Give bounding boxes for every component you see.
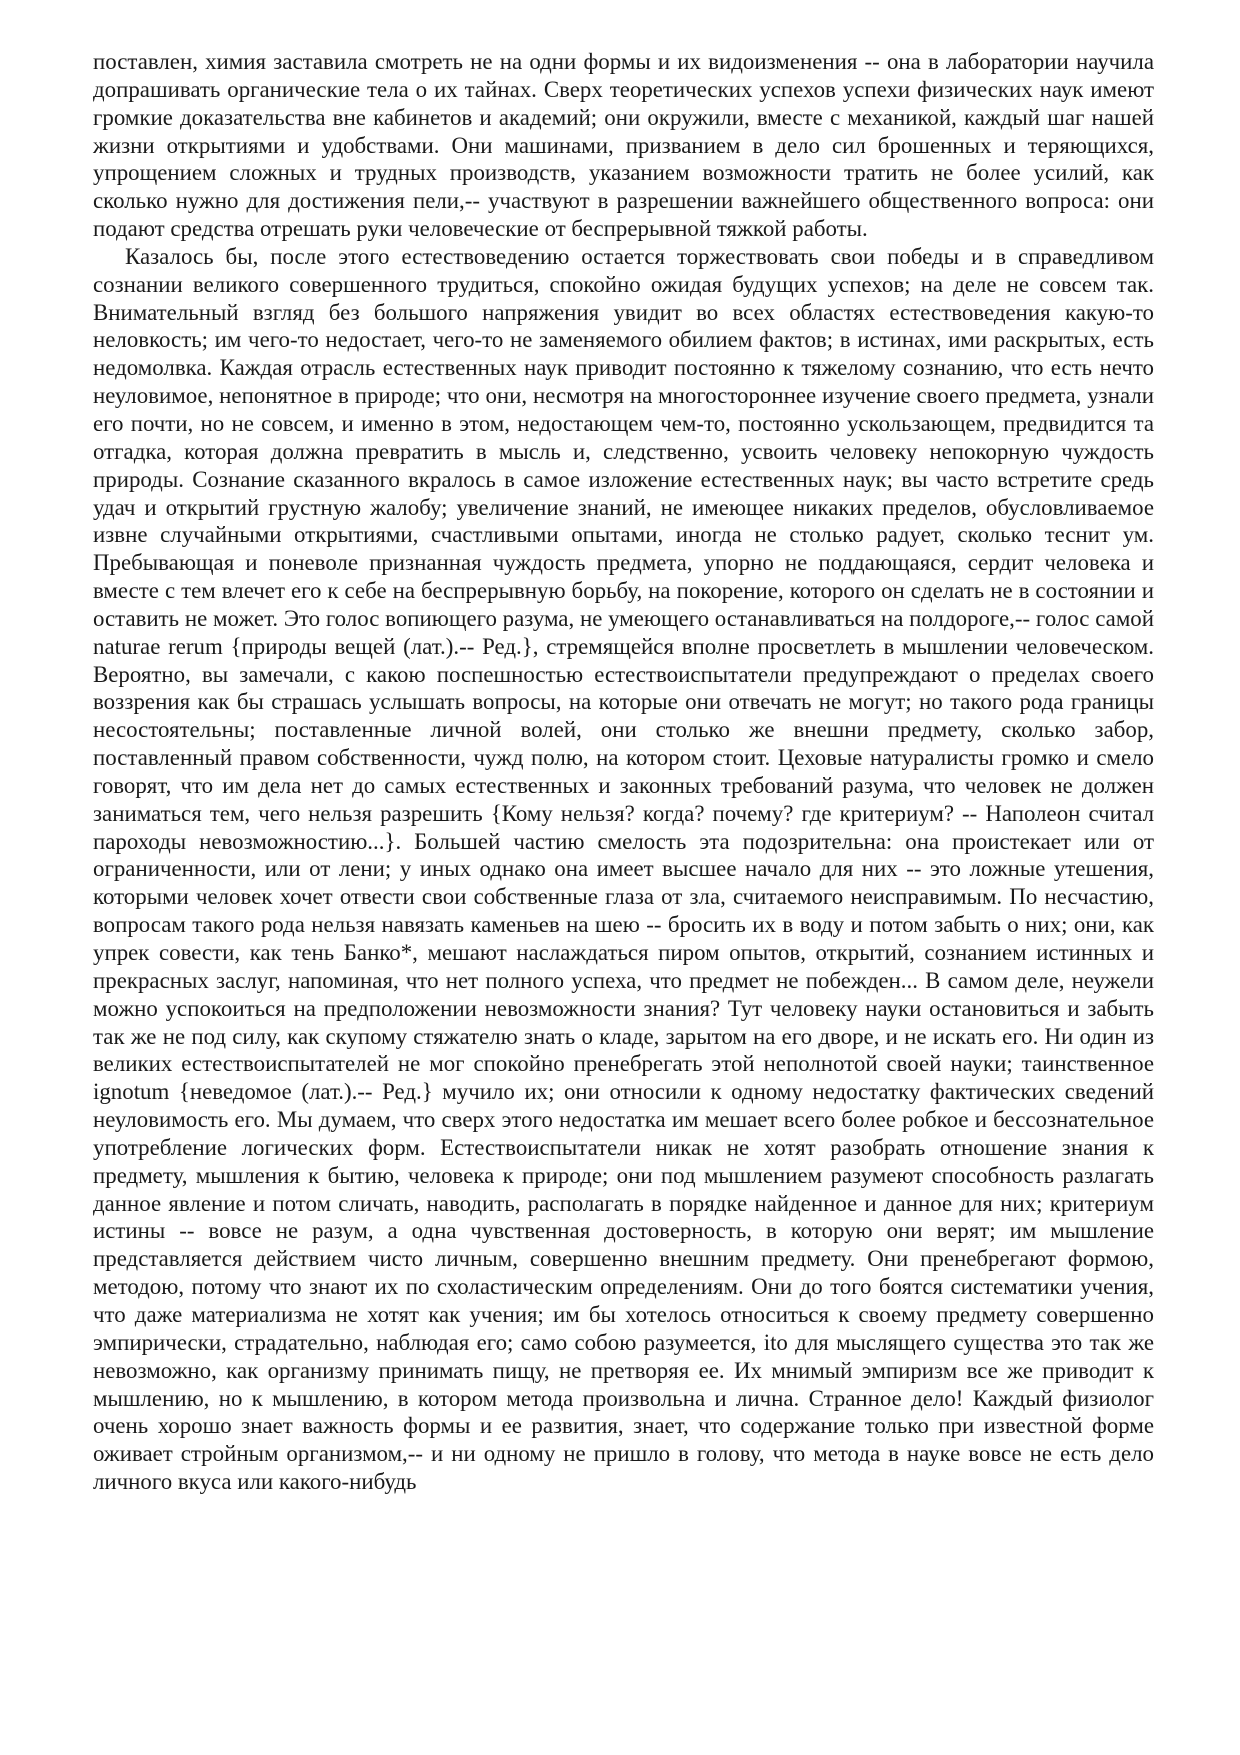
paragraph-main: Казалось бы, после этого естествоведению остается торжествовать свои победы и в справедливом сознании великого совершенного трудиться, спокойно ожидая будущих успехов; на деле не совсем так. Внимательный взгляд без большого напряжения увидит во всех областях естествоведения какую-то неловкость; им чего-то недостает, чего-то не заменяемого обилием фактов; в истинах, ими раскрытых, есть недомолвка. Каждая отрасль естественных наук приводит постоянно к тяжелому сознанию, что есть нечто неуловимое, непонятное в природе; что они, несмотря на многостороннее изучение своего предмета, узнали его почти, но не совсем, и именно в этом, недостающем чем-то, постоянно ускользающем, предвидится та отгадка, которая должна превратить в мысль и, следственно, усвоить человеку непокорную чуждость природы. Сознание сказанного вкралось в самое изложение естественных наук; вы часто встретите средь удач и открытий грустную жалобу; увеличение знаний, не имеющее никаких пределов, обусловливаемое извне случайными открытиями, счастливыми опытами, иногда не столько радует, сколько теснит ум. Пребывающая и поневоле признанная чуждость предмета, упорно не поддающаяся, сердит человека и вместе с тем влечет его к себе на беспрерывную борьбу, на покорение, которого он сделать не в состоянии и оставить не может. Это голос вопиющего разума, не умеющего останавливаться на полдороге,-- голос самой naturae rerum {природы вещей (лат.).-- Ред.}, стремящейся вполне просветлеть в мышлении человеческом. Вероятно, вы замечали, с какою поспешностью естествоиспытатели предупреждают о пределах своего воззрения как бы страшась услышать вопросы, на которые они отвечать не могут; но такого рода границы несостоятельны; поставленные личной волей, они столько же внешни предмету, сколько забор, поставленный правом собственности, чужд полю, на котором стоит. Цеховые натуралисты громко и смело говорят, что им дела нет до самых естественных и законных требований разума, что человек не должен заниматься тем, чего нельзя разрешить {Кому нельзя? когда? почему? где критериум? -- Наполеон считал пароходы невозможностию...}. Большей частию смелость эта подозрительна: она проистекает или от ограниченности, или от лени; у иных однако она имеет высшее начало для них -- это ложные утешения, которыми человек хочет отвести свои собственные глаза от зла, считаемого неисправимым. По несчастию, вопросам такого рода нельзя навязать каменьев на шею -- бросить их в воду и потом забыть о них; они, как упрек совести, как тень Банко*, мешают наслаждаться пиром опытов, открытий, сознанием истинных и прекрасных заслуг, напоминая, что нет полного успеха, что предмет не побежден... В самом деле, неужели можно успокоиться на предположении невозможности знания? Тут человеку науки остановиться и забыть так же не под силу, как скупому стяжателю знать о кладе, зарытом на его дворе, и не искать его. Ни один из великих естествоиспытателей не мог спокойно пренебрегать этой неполнотой своей науки; таинственное ignotum {неведомое (лат.).-- Ред.} мучило их; они относили к одному недостатку фактических сведений неуловимость его. Мы думаем, что сверх этого недостатка им мешает всего более робкое и бессознательное употребление логических форм. Естествоиспытатели никак не хотят разобрать отношение знания к предмету, мышления к бытию, человека к природе; они под мышлением разумеют способность разлагать данное явление и потом сличать, наводить, располагать в порядке найденное и данное для них; критериум истины -- вовсе не разум, а одна чувственная достоверность, в которую они верят; им мышление представляется действием чисто личным, совершенно внешним предмету. Они пренебрегают формою, методою, потому что знают их по схоластическим определениям. Они до того боятся систематики учения, что даже материализма не хотят как учения; им бы хотелось относиться к своему предмету совершенно эмпирически, страдательно, наблюдая его; само собою разумеется, ito для мыслящего существа это так же невозможно, как организму принимать пищу, не претворяя ее. Их мнимый эмпиризм все же приводит к мышлению, но к мышлению, в котором метода произвольна и лична. Странное дело! Каждый физиолог очень хорошо знает важность формы и ее развития, знает, что содержание только при известной форме оживает стройным организмом,-- и ни одному не пришло в голову, что метода в науке вовсе не есть дело личного вкуса или какого-нибудь xyxy=(93,243,1154,1495)
paragraph-continuation: поставлен, химия заставила смотреть не на одни формы и их видоизменения -- она в лаборатории научила допрашивать органические тела о их тайнах. Сверх теоретических успехов успехи физических наук имеют громкие доказательства вне кабинетов и академий; они окружили, вместе с механикой, каждый шаг нашей жизни открытиями и удобствами. Они машинами, призванием в дело сил брошенных и теряющихся, упрощением сложных и трудных производств, указанием возможности тратить не более усилий, как сколько нужно для достижения пели,-- участвуют в разрешении важнейшего общественного вопроса: они подают средства отрешать руки человеческие от беспрерывной тяжкой работы. xyxy=(93,49,1154,242)
document-page xyxy=(93,48,1154,1496)
